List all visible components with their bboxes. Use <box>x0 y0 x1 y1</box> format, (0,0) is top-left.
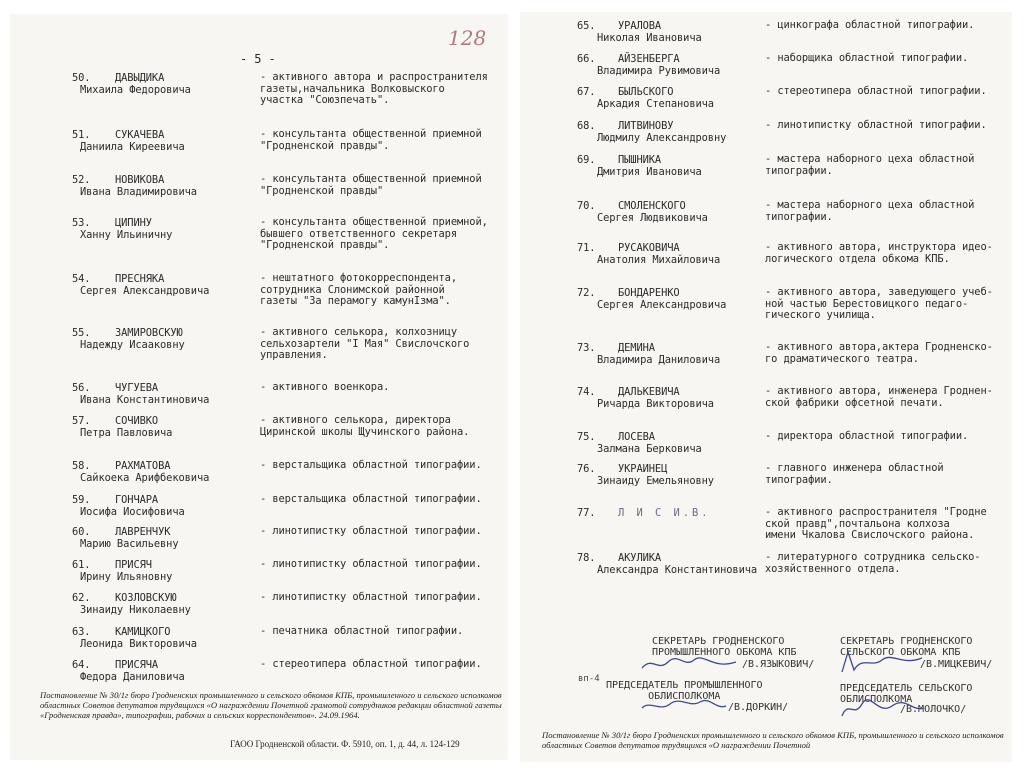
entry-number: 76. <box>577 463 596 475</box>
entry-number: 75. <box>577 431 596 443</box>
entry-given-names: Петра Павловича <box>80 427 173 439</box>
entry-description: - главного инженера областной типографии. <box>765 463 1012 486</box>
entry-description: - директора областной типографии. <box>765 431 1012 443</box>
entry-description: - литературного сотрудника сельско- хозяйственного отдела. <box>765 552 1012 575</box>
entry-surname: СОЧИВКО <box>115 415 159 427</box>
entry-given-names: Федора Даниловича <box>80 671 185 683</box>
entry-number: 74. <box>577 386 596 398</box>
entry-description: - линотипистку областной типографии. <box>765 120 1012 132</box>
entry-number: 73. <box>577 342 596 354</box>
entry-number: 66. <box>577 53 596 65</box>
entry-surname: ПРЕСНЯКА <box>115 273 165 285</box>
signature-name-molochko: /В.МОЛОЧКО/ <box>900 704 967 715</box>
entry-given-names: Сайкоека Арифбековича <box>80 472 210 484</box>
entry-surname: КАМИЦКОГО <box>115 626 171 638</box>
signature-block-secretary-industrial: СЕКРЕТАРЬ ГРОДНЕНСКОГО ПРОМЫШЛЕННОГО ОБКОМА КПБ <box>652 636 797 658</box>
entry-number: 54. <box>72 273 91 285</box>
entry-description: - активного автора, инженера Гроднен- ской фабрики офсетной печати. <box>765 386 1012 409</box>
entry-given-names: Людмилу Александровну <box>597 132 727 144</box>
entry-given-names: Анатолия Михайловича <box>597 254 721 266</box>
entry-given-names: Михаила Федоровича <box>80 84 191 96</box>
entry-surname: ДАВЫДИКА <box>115 72 165 84</box>
entry-given-names: Зинаиду Николаевну <box>80 604 191 616</box>
entry-description: - мастера наборного цеха областной типографии. <box>765 200 1012 223</box>
entry-number: 52. <box>72 174 91 186</box>
entry-number: 53. <box>72 217 91 229</box>
page-number: - 5 - <box>240 52 276 66</box>
entry-description: - активного селькора, колхозницу сельхозартели "I Мая" Свислочского управления. <box>260 327 508 362</box>
entry-surname: ДЕМИНА <box>618 342 655 354</box>
entry-given-names: Надежду Исааковну <box>80 339 185 351</box>
entry-surname: БЫЛЬСКОГО <box>618 86 674 98</box>
signature-name-mitskevich: /В.МИЦКЕВИЧ/ <box>920 659 993 670</box>
entry-number: 58. <box>72 460 91 472</box>
entry-surname: ЛИТВИНОВУ <box>618 120 674 132</box>
entry-description: - печатника областной типографии. <box>260 626 508 638</box>
entry-surname: РУСАКОВИЧА <box>618 242 680 254</box>
entry-number: 56. <box>72 382 91 394</box>
entry-given-names: Николая Ивановича <box>597 32 702 44</box>
entry-surname: ЛОСЕВА <box>618 431 655 443</box>
document-mark: вп-4 <box>578 674 600 684</box>
entry-number: 72. <box>577 287 596 299</box>
entry-given-names: Александра Константиновича <box>597 564 758 576</box>
entry-surname: ПЫШНИКА <box>618 154 662 166</box>
entry-number: 60. <box>72 526 91 538</box>
entry-surname: ПРИСЯЧ <box>115 559 152 571</box>
entry-description: - консультанта общественной приемной, бывшего ответственного секретаря "Гродненской правды". <box>260 217 508 252</box>
entry-number: 65. <box>577 20 596 32</box>
handwritten-signature-1 <box>640 654 740 674</box>
entry-surname: АЙЗЕНБЕРГА <box>618 53 680 65</box>
archive-sheet-number: 128 <box>448 26 487 50</box>
entry-surname: Л И С И.В. <box>618 507 711 519</box>
entry-surname: УКРАИНЕЦ <box>618 463 668 475</box>
entry-given-names: Даниила Киреевича <box>80 141 185 153</box>
entry-surname: СУКАЧЕВА <box>115 129 165 141</box>
entry-description: - активного автора, инструктора идео- логического отдела обкома КПБ. <box>765 242 1012 265</box>
entry-description: - консультанта общественной приемной "Гродненской правды" <box>260 174 508 197</box>
entry-number: 63. <box>72 626 91 638</box>
entry-number: 51. <box>72 129 91 141</box>
entry-given-names: Дмитрия Ивановича <box>597 166 702 178</box>
entry-description: - активного автора, заведующего учеб- ной частью Берестовицкого педаго- гического училища. <box>765 287 1012 322</box>
entry-description: - линотипистку областной типографии. <box>260 592 508 604</box>
entry-number: 78. <box>577 552 596 564</box>
entry-surname: ЗАМИРОВСКУЮ <box>115 327 183 339</box>
entry-surname: ГОНЧАРА <box>115 494 159 506</box>
signature-name-yazykovich: /В.ЯЗЫКОВИЧ/ <box>742 659 815 670</box>
entry-description: - верстальщика областной типографии. <box>260 460 508 472</box>
entry-given-names: Ричарда Викторовича <box>597 398 714 410</box>
entry-description: - верстальщика областной типографии. <box>260 494 508 506</box>
entry-number: 67. <box>577 86 596 98</box>
entry-description: - активного распространителя "Гродне ской правд",почтальона колхоза имени Чкалова Свислочского района. <box>765 507 1012 542</box>
entry-number: 61. <box>72 559 91 571</box>
entry-given-names: Ханну Ильиничну <box>80 229 173 241</box>
document-caption: Постановление № 30/1г бюро Гродненских промышленного и сельского обкомов КПБ, промышленного и сельского исполкомов областных Советов депутатов трудящихся «О награждении Почетной <box>542 730 1004 751</box>
entry-number: 77. <box>577 507 596 519</box>
entry-surname: АКУЛИКА <box>618 552 662 564</box>
entry-given-names: Владимира Рувимовича <box>597 65 721 77</box>
entry-description: - линотипистку областной типографии. <box>260 526 508 538</box>
entry-surname: НОВИКОВА <box>115 174 165 186</box>
entry-surname: УРАЛОВА <box>618 20 662 32</box>
entry-description: - активного автора и распространителя газеты,начальника Волковыского участка "Союзпечать". <box>260 72 508 107</box>
entry-surname: СМОЛЕНСКОГО <box>618 200 686 212</box>
entry-given-names: Ивана Владимировича <box>80 186 197 198</box>
entry-surname: ЧУГУЕВА <box>115 382 159 394</box>
entry-number: 71. <box>577 242 596 254</box>
entry-given-names: Ирину Ильяновну <box>80 571 173 583</box>
entry-surname: КОЗЛОВСКУЮ <box>115 592 177 604</box>
signature-block-chair-industrial: ПРЕДСЕДАТЕЛЬ ПРОМЫШЛЕННОГО ОБЛИСПОЛКОМА <box>606 680 763 702</box>
entry-surname: ПРИСЯЧА <box>115 659 159 671</box>
entry-number: 57. <box>72 415 91 427</box>
signature-name-dorkin: /В.ДОРКИН/ <box>728 702 789 713</box>
entry-description: - стереотипера областной типографии. <box>765 86 1012 98</box>
document-caption: Постановление № 30/1г бюро Гродненских промышленного и сельского обкомов КПБ, промышленного и сельского исполкомов областных Советов депутатов трудящихся «О награждении Почетной грамотой сотрудников редакции областной газеты «Гродненская правда», типографии, рабочих и сельских корреспондентов». 24.09.1964. <box>40 690 502 721</box>
entry-given-names: Зинаиду Емельяновну <box>597 475 714 487</box>
entry-number: 50. <box>72 72 91 84</box>
entry-surname: РАХМАТОВА <box>115 460 171 472</box>
entry-given-names: Аркадия Степановича <box>597 98 714 110</box>
entry-given-names: Марию Васильевну <box>80 538 179 550</box>
entry-description: - нештатного фотокорреспондента, сотрудника Слонимской районной газеты "За перамогу камунIзма". <box>260 273 508 308</box>
entry-given-names: Сергея Александровича <box>597 299 727 311</box>
entry-description: - цинкографа областной типографии. <box>765 20 1012 32</box>
entry-number: 62. <box>72 592 91 604</box>
entry-description: - консультанта общественной приемной "Гродненской правды". <box>260 129 508 152</box>
entry-given-names: Сергея Людвиковича <box>597 212 708 224</box>
entry-number: 70. <box>577 200 596 212</box>
entry-number: 69. <box>577 154 596 166</box>
entry-given-names: Ивана Константиновича <box>80 394 210 406</box>
entry-description: - наборщика областной типографии. <box>765 53 1012 65</box>
entry-given-names: Владимира Даниловича <box>597 354 721 366</box>
handwritten-signature-3 <box>838 650 928 676</box>
signature-block-chair-rural: ПРЕДСЕДАТЕЛЬ СЕЛЬСКОГО ОБЛИСПОЛКОМА <box>840 683 973 705</box>
entry-description: - мастера наборного цеха областной типографии. <box>765 154 1012 177</box>
handwritten-signature-2 <box>640 696 730 716</box>
entry-description: - активного селькора, директора Циринской школы Щучинского района. <box>260 415 508 438</box>
entry-surname: ЛАВРЕНЧУК <box>115 526 171 538</box>
entry-number: 59. <box>72 494 91 506</box>
entry-description: - активного автора,актера Гродненско- го драматического театра. <box>765 342 1012 365</box>
entry-number: 64. <box>72 659 91 671</box>
entry-surname: ДАЛЬКЕВИЧА <box>618 386 680 398</box>
entry-surname: БОНДАРЕНКО <box>618 287 680 299</box>
entry-description: - активного военкора. <box>260 382 508 394</box>
entry-number: 55. <box>72 327 91 339</box>
entry-given-names: Сергея Александровича <box>80 285 210 297</box>
signature-block-secretary-rural: СЕКРЕТАРЬ ГРОДНЕНСКОГО СЕЛЬСКОГО ОБКОМА КПБ <box>840 636 973 658</box>
entry-given-names: Иосифа Иосифовича <box>80 506 185 518</box>
archive-reference: ГАОО Гродненской области. Ф. 5910, оп. 1, д. 44, л. 124-129 <box>230 739 460 749</box>
entry-surname: ЦИПИНУ <box>115 217 152 229</box>
handwritten-signature-4 <box>838 698 928 722</box>
entry-given-names: Залмана Берковича <box>597 443 702 455</box>
document-page-left <box>10 14 508 760</box>
document-page-right <box>520 12 1012 762</box>
entry-description: - линотипистку областной типографии. <box>260 559 508 571</box>
entry-description: - стереотипера областной типографии. <box>260 659 508 671</box>
entry-given-names: Леонида Викторовича <box>80 638 197 650</box>
entry-number: 68. <box>577 120 596 132</box>
